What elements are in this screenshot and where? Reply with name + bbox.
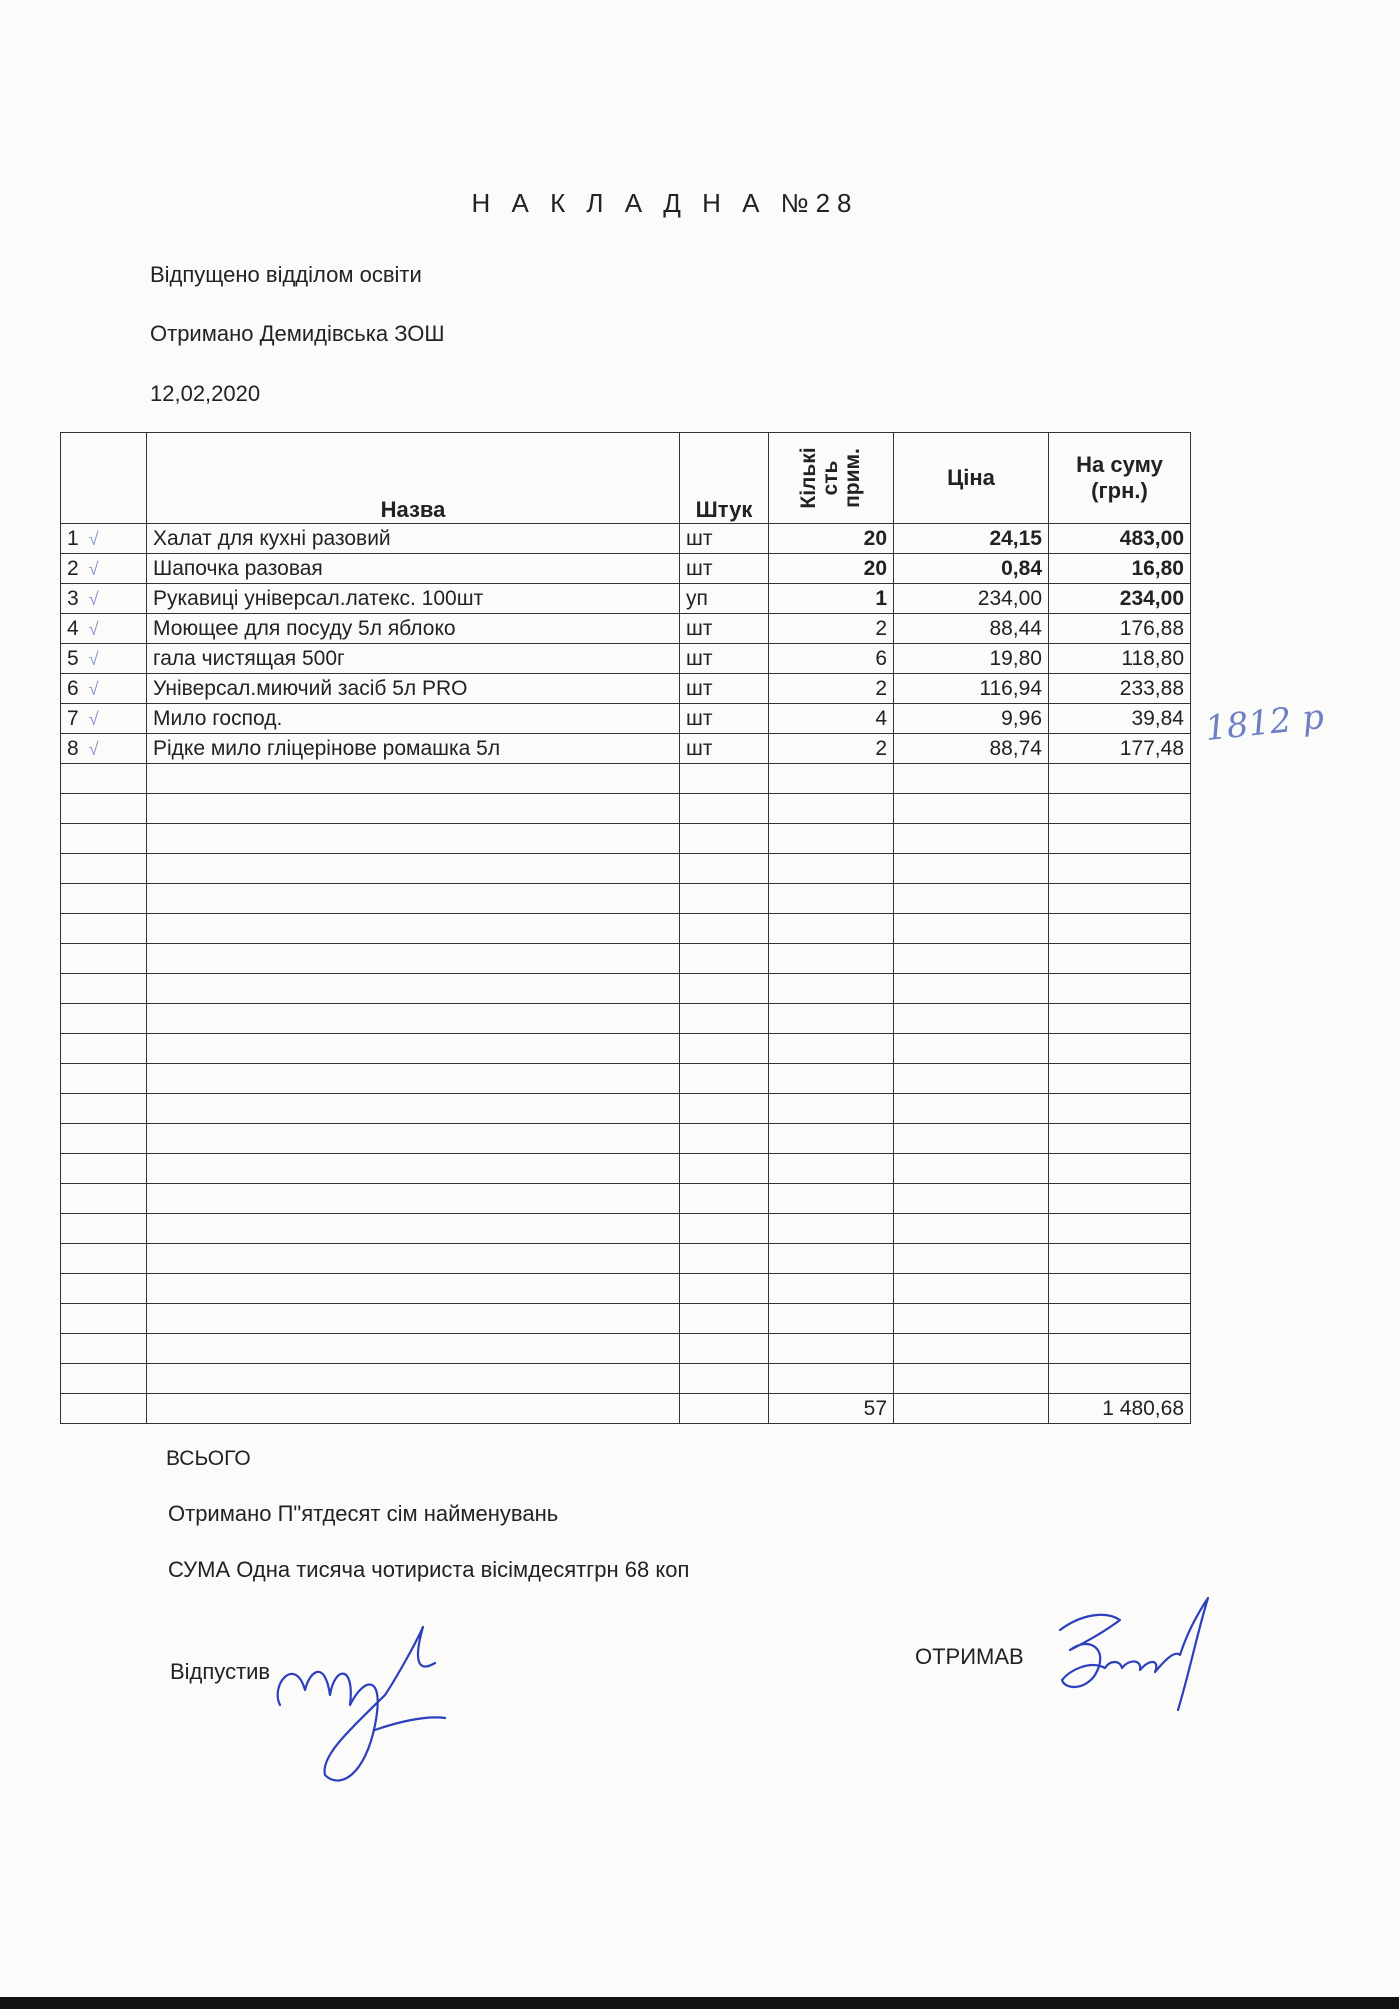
row-price xyxy=(894,674,1049,704)
row-sum xyxy=(1049,644,1191,674)
empty-cell xyxy=(894,794,1049,824)
empty-cell xyxy=(147,1334,680,1364)
empty-cell xyxy=(1049,1244,1191,1274)
header-number xyxy=(61,433,147,524)
empty-cell xyxy=(1049,1364,1191,1394)
row-price xyxy=(894,524,1049,554)
table-row xyxy=(61,524,1191,554)
row-qty-text: 2 xyxy=(875,616,887,640)
row-unit-text: шт xyxy=(686,526,713,550)
empty-cell xyxy=(894,1154,1049,1184)
row-qty xyxy=(769,644,894,674)
row-sum xyxy=(1049,584,1191,614)
empty-row xyxy=(61,1334,1191,1364)
empty-cell xyxy=(1049,1034,1191,1064)
empty-cell xyxy=(147,944,680,974)
empty-cell xyxy=(147,824,680,854)
empty-cell xyxy=(894,1124,1049,1154)
row-qty xyxy=(769,704,894,734)
row-number-text: 6 xyxy=(67,676,79,700)
empty-cell xyxy=(147,1094,680,1124)
empty-cell xyxy=(894,1064,1049,1094)
empty-cell xyxy=(1049,974,1191,1004)
row-unit-text: уп xyxy=(686,586,708,610)
row-price-text: 0,84 xyxy=(1001,556,1042,580)
row-price-text: 234,00 xyxy=(977,586,1042,610)
empty-row xyxy=(61,1064,1191,1094)
empty-cell xyxy=(61,1034,147,1064)
row-sum-text: 176,88 xyxy=(1119,616,1184,640)
empty-cell xyxy=(894,824,1049,854)
row-number-text: 3 xyxy=(67,586,79,610)
empty-row xyxy=(61,824,1191,854)
row-name-text: Халат для кухні разовий xyxy=(153,526,391,550)
row-qty-text: 2 xyxy=(875,736,887,760)
total-sum: 1 480,68 xyxy=(1049,1394,1191,1424)
empty-cell xyxy=(61,974,147,1004)
row-price-text: 9,96 xyxy=(1001,706,1042,730)
empty-cell xyxy=(680,974,769,1004)
empty-cell xyxy=(769,944,894,974)
empty-cell xyxy=(769,914,894,944)
row-unit xyxy=(680,644,769,674)
row-sum xyxy=(1049,704,1191,734)
table-row xyxy=(61,734,1191,764)
empty-cell xyxy=(680,824,769,854)
row-sum xyxy=(1049,734,1191,764)
row-number-text: 4 xyxy=(67,616,79,640)
totals-cell xyxy=(61,1394,147,1424)
empty-cell xyxy=(1049,764,1191,794)
empty-cell xyxy=(147,854,680,884)
row-price-text: 19,80 xyxy=(989,646,1042,670)
empty-cell xyxy=(1049,1094,1191,1124)
released-signature xyxy=(265,1615,465,1795)
row-number xyxy=(61,584,147,614)
empty-cell xyxy=(147,914,680,944)
empty-cell xyxy=(61,1184,147,1214)
empty-cell xyxy=(894,1094,1049,1124)
invoice-date: 12,02,2020 xyxy=(150,381,261,406)
empty-cell xyxy=(61,1274,147,1304)
empty-cell xyxy=(680,1184,769,1214)
totals-row xyxy=(61,1394,1191,1424)
empty-cell xyxy=(680,944,769,974)
empty-cell xyxy=(147,1004,680,1034)
table-row xyxy=(61,614,1191,644)
empty-cell xyxy=(769,1334,894,1364)
checkmark-icon: √ xyxy=(88,708,99,729)
empty-row xyxy=(61,884,1191,914)
empty-cell xyxy=(1049,1064,1191,1094)
row-sum-text: 16,80 xyxy=(1131,556,1184,580)
row-unit-text: шт xyxy=(686,556,713,580)
empty-cell xyxy=(894,914,1049,944)
document-title: Н А К Л А Д Н А №28 xyxy=(471,188,859,218)
empty-cell xyxy=(680,1364,769,1394)
empty-cell xyxy=(147,1214,680,1244)
empty-cell xyxy=(147,794,680,824)
empty-cell xyxy=(61,1214,147,1244)
row-qty xyxy=(769,614,894,644)
empty-row xyxy=(61,1214,1191,1244)
checkmark-icon: √ xyxy=(88,528,99,549)
empty-cell xyxy=(769,884,894,914)
empty-cell xyxy=(894,1004,1049,1034)
row-sum xyxy=(1049,674,1191,704)
empty-cell xyxy=(894,1304,1049,1334)
checkmark-icon: √ xyxy=(88,618,99,639)
checkmark-icon: √ xyxy=(88,558,99,579)
row-sum-text: 118,80 xyxy=(1121,646,1184,670)
received-count-text: Отримано П"ятдесят сім найменувань xyxy=(168,1501,559,1526)
table-row xyxy=(61,584,1191,614)
empty-cell xyxy=(1049,914,1191,944)
row-name xyxy=(147,704,680,734)
row-price-text: 24,15 xyxy=(989,526,1042,550)
empty-row xyxy=(61,1004,1191,1034)
empty-cell xyxy=(894,884,1049,914)
row-qty-text: 6 xyxy=(875,646,887,670)
row-unit xyxy=(680,704,769,734)
row-qty-text: 1 xyxy=(875,586,887,610)
empty-cell xyxy=(894,854,1049,884)
row-qty-text: 20 xyxy=(863,556,887,580)
empty-cell xyxy=(61,944,147,974)
empty-cell xyxy=(680,1274,769,1304)
row-number xyxy=(61,644,147,674)
row-name xyxy=(147,644,680,674)
table-row xyxy=(61,554,1191,584)
empty-cell xyxy=(894,764,1049,794)
empty-cell xyxy=(1049,1184,1191,1214)
empty-cell xyxy=(147,1064,680,1094)
row-unit-text: шт xyxy=(686,646,713,670)
row-number xyxy=(61,704,147,734)
empty-cell xyxy=(894,1244,1049,1274)
row-qty xyxy=(769,524,894,554)
header-name: Назва xyxy=(147,433,680,524)
empty-cell xyxy=(769,974,894,1004)
row-sum-text: 233,88 xyxy=(1119,676,1184,700)
row-price xyxy=(894,554,1049,584)
empty-cell xyxy=(1049,1124,1191,1154)
empty-row xyxy=(61,854,1191,884)
empty-cell xyxy=(1049,884,1191,914)
empty-cell xyxy=(894,1334,1049,1364)
empty-cell xyxy=(1049,1334,1191,1364)
row-unit xyxy=(680,524,769,554)
empty-cell xyxy=(61,1094,147,1124)
empty-cell xyxy=(894,1274,1049,1304)
empty-cell xyxy=(769,854,894,884)
empty-cell xyxy=(680,1034,769,1064)
empty-cell xyxy=(769,1244,894,1274)
empty-cell xyxy=(680,1064,769,1094)
empty-row xyxy=(61,1364,1191,1394)
empty-cell xyxy=(680,1094,769,1124)
row-sum-text: 177,48 xyxy=(1119,736,1184,760)
empty-cell xyxy=(61,824,147,854)
empty-cell xyxy=(680,1304,769,1334)
empty-cell xyxy=(769,1184,894,1214)
empty-cell xyxy=(769,1214,894,1244)
empty-row xyxy=(61,1094,1191,1124)
empty-row xyxy=(61,914,1191,944)
row-qty-text: 2 xyxy=(875,676,887,700)
checkmark-icon: √ xyxy=(88,678,99,699)
table-row xyxy=(61,704,1191,734)
empty-row xyxy=(61,794,1191,824)
row-number-text: 2 xyxy=(67,556,79,580)
invoice-table xyxy=(60,432,1191,1424)
empty-cell xyxy=(894,1214,1049,1244)
row-number-text: 5 xyxy=(67,646,79,670)
released-by: Відпущено відділом освіти xyxy=(150,262,422,287)
row-price xyxy=(894,644,1049,674)
handwritten-note: 1812 р xyxy=(1203,696,1326,750)
empty-cell xyxy=(61,794,147,824)
checkmark-icon: √ xyxy=(88,738,99,759)
row-qty xyxy=(769,584,894,614)
row-unit xyxy=(680,734,769,764)
empty-cell xyxy=(894,1034,1049,1064)
totals-cell xyxy=(680,1394,769,1424)
totals-cell xyxy=(894,1394,1049,1424)
row-unit xyxy=(680,614,769,644)
row-number-text: 8 xyxy=(67,736,79,760)
empty-cell xyxy=(769,1304,894,1334)
empty-row xyxy=(61,944,1191,974)
row-price-text: 88,44 xyxy=(989,616,1042,640)
empty-cell xyxy=(147,1124,680,1154)
empty-cell xyxy=(680,1244,769,1274)
received-by: Отримано Демидівська ЗОШ xyxy=(150,321,445,346)
row-unit xyxy=(680,674,769,704)
empty-cell xyxy=(147,974,680,1004)
empty-cell xyxy=(894,1364,1049,1394)
header-sum: На суму (грн.) xyxy=(1049,433,1191,524)
sum-in-words: СУМА Одна тисяча чотириста вісімдесятгрн 68 коп xyxy=(168,1557,690,1582)
empty-cell xyxy=(769,1124,894,1154)
row-number xyxy=(61,734,147,764)
empty-cell xyxy=(769,794,894,824)
totals-cell xyxy=(147,1394,680,1424)
table-row xyxy=(61,644,1191,674)
row-name xyxy=(147,524,680,554)
row-name xyxy=(147,584,680,614)
row-name-text: Шапочка разовая xyxy=(153,556,323,580)
empty-cell xyxy=(1049,1154,1191,1184)
row-price xyxy=(894,704,1049,734)
empty-cell xyxy=(1049,1004,1191,1034)
row-sum xyxy=(1049,524,1191,554)
header-price: Ціна xyxy=(894,433,1049,524)
empty-cell xyxy=(680,884,769,914)
empty-cell xyxy=(61,914,147,944)
empty-cell xyxy=(769,1274,894,1304)
header-qty-label: Кількі сть прим. xyxy=(797,446,864,509)
table-header-row xyxy=(61,433,1191,524)
empty-cell xyxy=(1049,824,1191,854)
row-sum xyxy=(1049,614,1191,644)
row-price xyxy=(894,614,1049,644)
empty-cell xyxy=(147,764,680,794)
row-sum-text: 483,00 xyxy=(1119,526,1184,550)
empty-cell xyxy=(680,1334,769,1364)
empty-cell xyxy=(680,764,769,794)
empty-cell xyxy=(147,1154,680,1184)
row-unit-text: шт xyxy=(686,706,713,730)
row-unit xyxy=(680,584,769,614)
empty-cell xyxy=(61,1004,147,1034)
empty-cell xyxy=(61,1334,147,1364)
row-price xyxy=(894,584,1049,614)
empty-cell xyxy=(1049,794,1191,824)
empty-cell xyxy=(61,1064,147,1094)
empty-cell xyxy=(147,1184,680,1214)
released-label: Відпустив xyxy=(170,1659,271,1684)
empty-cell xyxy=(894,944,1049,974)
empty-cell xyxy=(769,764,894,794)
empty-row xyxy=(61,974,1191,1004)
empty-cell xyxy=(769,1154,894,1184)
empty-cell xyxy=(61,1304,147,1334)
empty-cell xyxy=(769,1364,894,1394)
empty-cell xyxy=(1049,1214,1191,1244)
row-name-text: Моющее для посуду 5л яблоко xyxy=(153,616,456,640)
row-unit-text: шт xyxy=(686,616,713,640)
row-name-text: Рукавиці універсал.латекс. 100шт xyxy=(153,586,484,610)
row-number xyxy=(61,674,147,704)
row-price-text: 116,94 xyxy=(979,676,1042,700)
empty-cell xyxy=(61,884,147,914)
total-label: ВСЬОГО xyxy=(166,1447,251,1470)
empty-cell xyxy=(680,794,769,824)
empty-cell xyxy=(680,1124,769,1154)
row-qty-text: 20 xyxy=(863,526,887,550)
row-unit-text: шт xyxy=(686,736,713,760)
row-qty-text: 4 xyxy=(875,706,887,730)
row-name-text: Мило господ. xyxy=(153,706,283,730)
empty-row xyxy=(61,1034,1191,1064)
received-signature xyxy=(1050,1590,1220,1720)
empty-cell xyxy=(769,1034,894,1064)
empty-cell xyxy=(61,1124,147,1154)
empty-cell xyxy=(1049,1274,1191,1304)
header-unit: Штук xyxy=(680,433,769,524)
empty-row xyxy=(61,1154,1191,1184)
empty-cell xyxy=(1049,944,1191,974)
row-name xyxy=(147,554,680,584)
row-sum-text: 39,84 xyxy=(1131,706,1184,730)
row-name xyxy=(147,614,680,644)
empty-cell xyxy=(769,824,894,854)
row-name xyxy=(147,734,680,764)
empty-cell xyxy=(147,884,680,914)
scan-edge xyxy=(0,1997,1399,2009)
row-number-text: 1 xyxy=(67,526,79,550)
empty-cell xyxy=(147,1244,680,1274)
empty-cell xyxy=(769,1004,894,1034)
empty-cell xyxy=(680,854,769,884)
empty-cell xyxy=(680,1214,769,1244)
empty-cell xyxy=(680,1154,769,1184)
row-name-text: Рідке мило гліцерінове ромашка 5л xyxy=(153,736,501,760)
empty-row xyxy=(61,1244,1191,1274)
empty-cell xyxy=(680,1004,769,1034)
row-unit xyxy=(680,554,769,584)
empty-cell xyxy=(147,1034,680,1064)
row-number xyxy=(61,554,147,584)
empty-cell xyxy=(61,764,147,794)
empty-cell xyxy=(61,1244,147,1274)
received-label: ОТРИМАВ xyxy=(915,1644,1024,1669)
checkmark-icon: √ xyxy=(88,648,99,669)
row-name-text: Універсал.миючий засіб 5л PRO xyxy=(153,676,468,700)
row-price xyxy=(894,734,1049,764)
row-number-text: 7 xyxy=(67,706,79,730)
row-qty xyxy=(769,554,894,584)
row-number xyxy=(61,524,147,554)
empty-cell xyxy=(680,914,769,944)
empty-cell xyxy=(61,1364,147,1394)
row-name-text: гала чистящая 500г xyxy=(153,646,345,670)
empty-row xyxy=(61,1184,1191,1214)
empty-cell xyxy=(147,1304,680,1334)
row-price-text: 88,74 xyxy=(989,736,1042,760)
empty-row xyxy=(61,764,1191,794)
empty-cell xyxy=(1049,1304,1191,1334)
row-unit-text: шт xyxy=(686,676,713,700)
empty-cell xyxy=(769,1094,894,1124)
empty-cell xyxy=(894,1184,1049,1214)
row-qty xyxy=(769,734,894,764)
empty-cell xyxy=(147,1274,680,1304)
empty-row xyxy=(61,1124,1191,1154)
row-number xyxy=(61,614,147,644)
row-qty xyxy=(769,674,894,704)
row-name xyxy=(147,674,680,704)
empty-cell xyxy=(61,1154,147,1184)
table-row xyxy=(61,674,1191,704)
empty-row xyxy=(61,1304,1191,1334)
header-qty xyxy=(769,433,894,524)
empty-cell xyxy=(61,854,147,884)
empty-cell xyxy=(1049,854,1191,884)
total-qty: 57 xyxy=(769,1394,894,1424)
row-sum xyxy=(1049,554,1191,584)
empty-cell xyxy=(769,1064,894,1094)
empty-row xyxy=(61,1274,1191,1304)
empty-cell xyxy=(894,974,1049,1004)
row-sum-text: 234,00 xyxy=(1119,586,1184,610)
empty-cell xyxy=(147,1364,680,1394)
checkmark-icon: √ xyxy=(88,588,99,609)
